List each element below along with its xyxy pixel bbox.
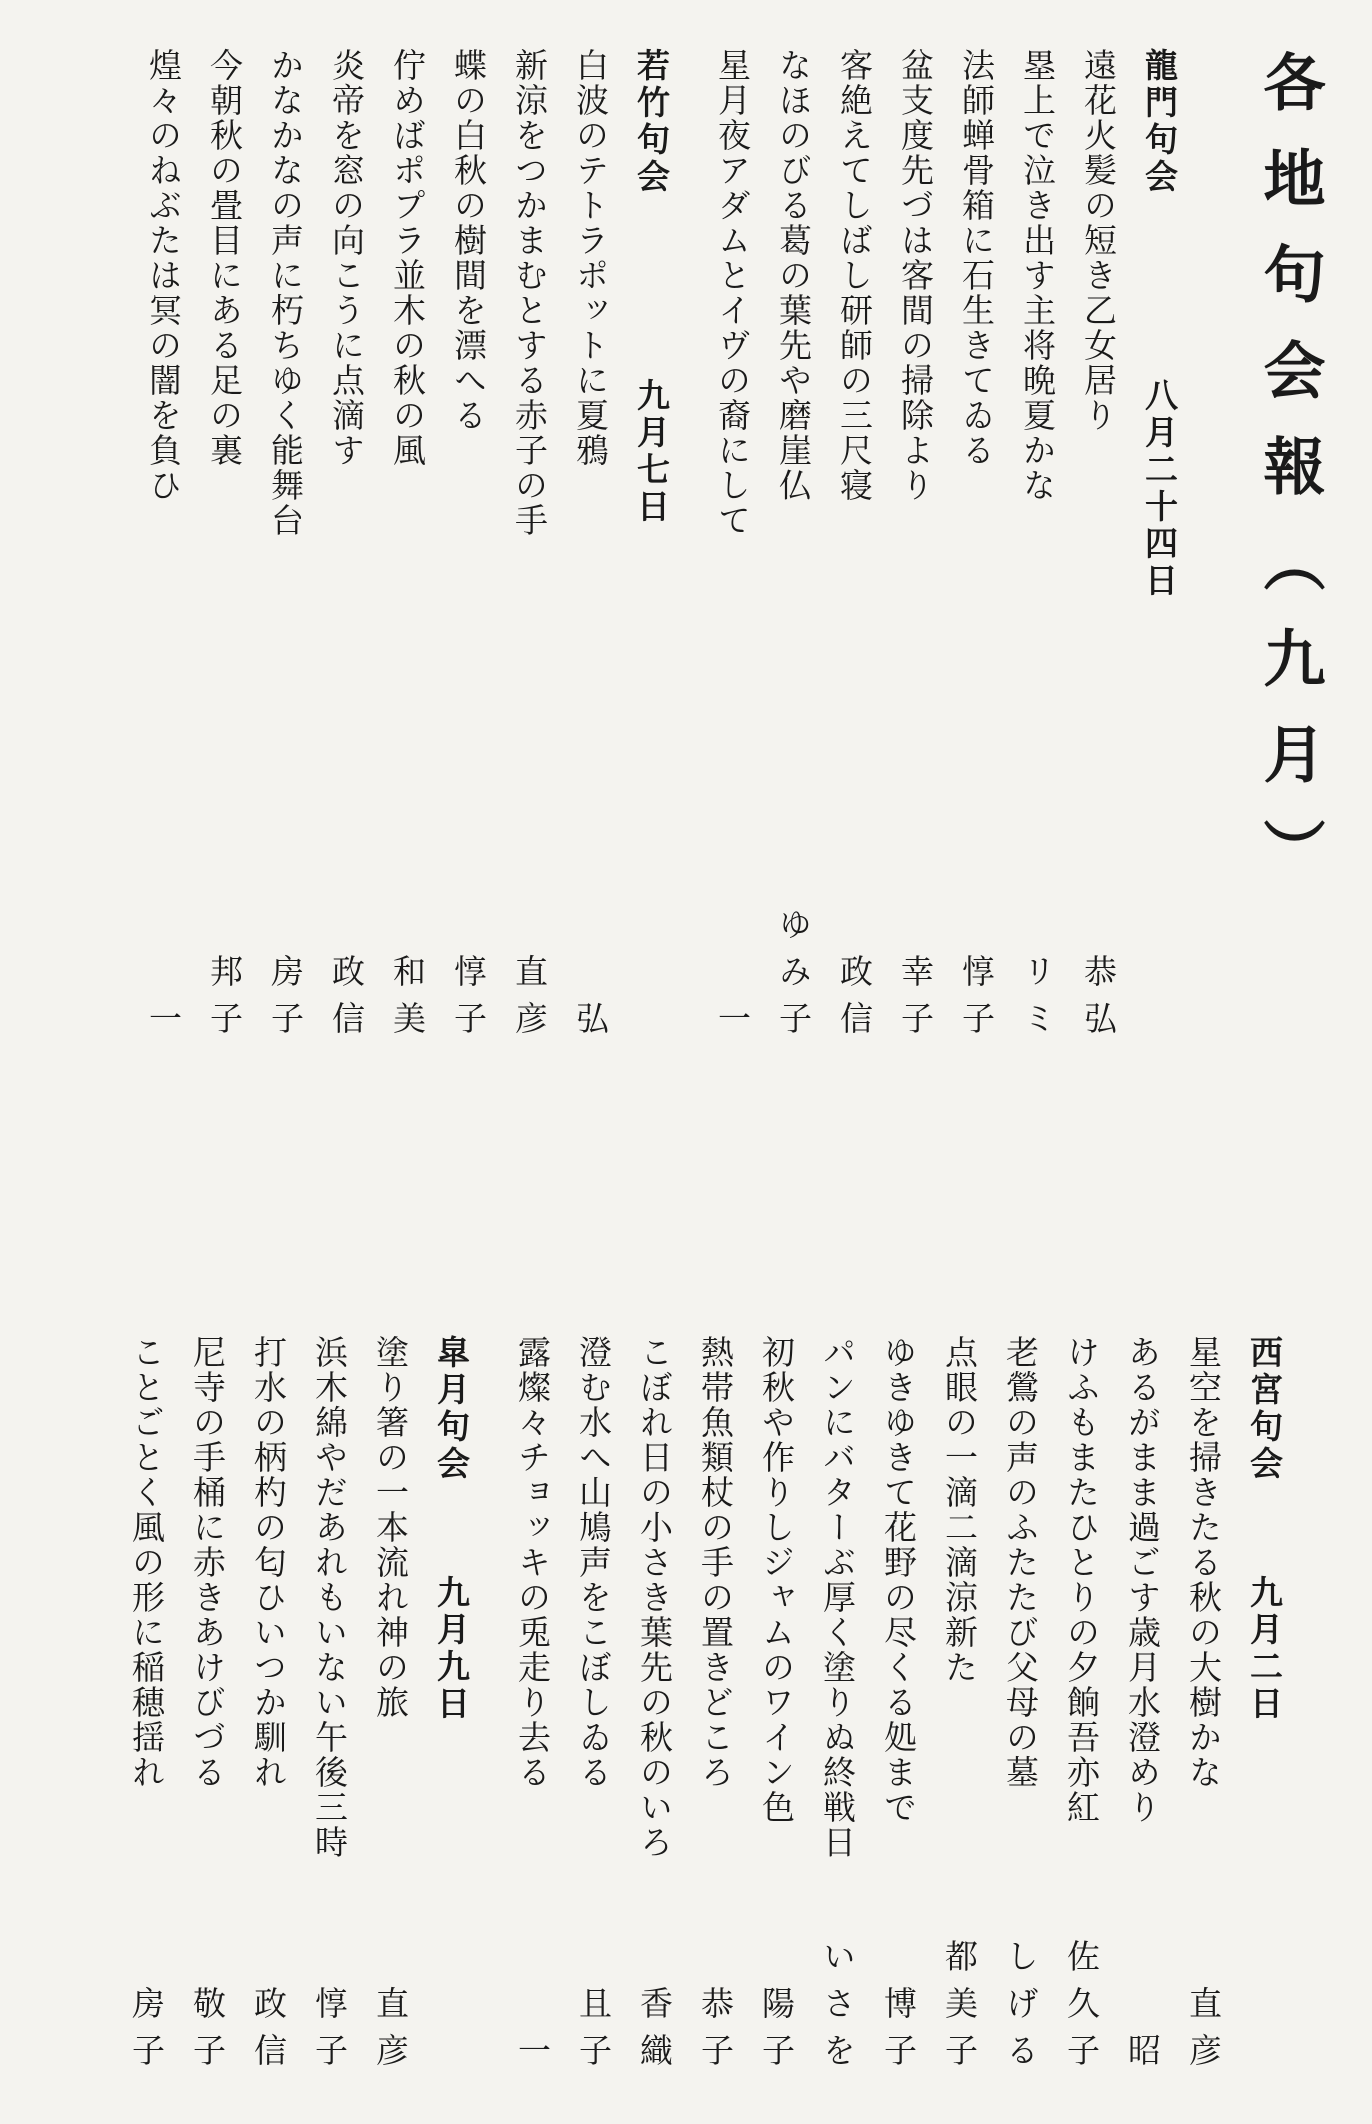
poem-author: 弘 (571, 1001, 610, 1048)
poem-verse: 打水の柄杓の匂ひいつか馴れ (249, 1335, 288, 1790)
poem-author: 直彦 (1184, 1986, 1223, 2080)
poem-verse: 法師蝉骨箱に石生きてゐる (957, 48, 996, 468)
poem-author: 一 (513, 2033, 552, 2080)
poem-verse: 浜木綿やだあれもいない午後三時 (310, 1335, 349, 1860)
group-spacer (679, 48, 699, 1048)
page-title: 各地句会報（九月） (1253, 50, 1326, 914)
poem-entry (871, 1335, 926, 2080)
poem-author: 恭子 (696, 1986, 735, 2080)
poem-verse: 初秋や作りしジャムのワイン色 (757, 1335, 796, 1825)
group-spacer (479, 1335, 499, 2080)
poem-verse: 佇めばポプラ並木の秋の風 (388, 48, 427, 468)
poem-author: ゆみ子 (774, 907, 813, 1048)
poem-verse: かなかなの声に朽ちゆく能舞台 (266, 48, 305, 538)
poem-entry (197, 48, 252, 1048)
poem-author: 恭弘 (1079, 954, 1118, 1048)
poem-author: 房子 (127, 1986, 166, 2080)
poem-entry (705, 48, 760, 1048)
poem-author: 和美 (388, 954, 427, 1048)
poem-verse: 蝶の白秋の樹間を漂へる (449, 48, 488, 433)
poem-verse: あるがまま過ごす歳月水澄めり (1123, 1335, 1162, 1825)
poem-verse: パンにバターぶ厚く塗りぬ終戦日 (818, 1335, 857, 1860)
poem-verse: 盆支度先づは客間の掃除より (896, 48, 935, 503)
poem-author: 敬子 (188, 1986, 227, 2080)
top-block (130, 48, 1187, 1048)
group-date: 九月七日 (632, 378, 671, 526)
poem-author: 惇子 (310, 1986, 349, 2080)
group-header (1237, 1335, 1292, 2080)
group-date: 九月二日 (1245, 1575, 1284, 1723)
poem-entry (766, 48, 821, 1048)
poem-entry (688, 1335, 743, 2080)
poem-entry (888, 48, 943, 1048)
poem-entry (932, 1335, 987, 2080)
poem-entry (119, 1335, 174, 2080)
poem-verse: 塗り箸の一本流れ神の旅 (371, 1335, 410, 1720)
poem-entry (363, 1335, 418, 2080)
poem-author: 政信 (249, 1986, 288, 2080)
poem-entry (241, 1335, 296, 2080)
poem-author: 政信 (327, 954, 366, 1048)
poem-verse: ゆきゆきて花野の尽くる処まで (879, 1335, 918, 1825)
group-name: 若竹句会 (632, 48, 671, 196)
group-header (624, 48, 679, 1048)
poem-entry (810, 1335, 865, 2080)
poem-verse: 尼寺の手桶に赤きあけびづる (188, 1335, 227, 1790)
poem-author: いさを (818, 1939, 857, 2080)
poem-author: 政信 (835, 954, 874, 1048)
group-name: 西宮句会 (1245, 1335, 1284, 1483)
poem-entry (1115, 1335, 1170, 2080)
poem-verse: 白波のテトラポットに夏鴉 (571, 48, 610, 468)
poem-author: 且子 (574, 1986, 613, 2080)
poem-entry (180, 1335, 235, 2080)
poem-entry (502, 48, 557, 1048)
poem-entry (136, 48, 191, 1048)
group-header (1132, 48, 1187, 1048)
poem-verse: 新涼をつかまむとする赤子の手 (510, 48, 549, 538)
poem-verse: 澄む水へ山鳩声をこぼしゐる (574, 1335, 613, 1790)
poem-author: 房子 (266, 954, 305, 1048)
poem-entry (302, 1335, 357, 2080)
poem-verse: こぼれ日の小さき葉先の秋のいろ (635, 1335, 674, 1860)
poem-entry (380, 48, 435, 1048)
poem-author: 昭 (1123, 2033, 1162, 2080)
poem-verse: 点眼の一滴二滴涼新た (940, 1335, 979, 1685)
poem-author: 惇子 (449, 954, 488, 1048)
poem-author: 博子 (879, 1986, 918, 2080)
poem-author: 一 (144, 1001, 183, 1048)
poem-author: リミ (1018, 954, 1057, 1048)
poem-author: 一 (713, 1001, 752, 1048)
poem-verse: 星月夜アダムとイヴの裔にして (713, 48, 752, 538)
poem-entry (627, 1335, 682, 2080)
poem-verse: ことごとく風の形に稲穂揺れ (127, 1335, 166, 1790)
poem-verse: なほのびる葛の葉先や磨崖仏 (774, 48, 813, 503)
group-date: 八月二十四日 (1140, 378, 1179, 600)
group-header (424, 1335, 479, 2080)
group-name: 龍門句会 (1140, 48, 1179, 196)
poem-verse: 老鶯の声のふたたび父母の墓 (1001, 1335, 1040, 1790)
poem-entry (1176, 1335, 1231, 2080)
poem-author: 都美子 (940, 1939, 979, 2080)
poem-verse: 塁上で泣き出す主将晩夏かな (1018, 48, 1057, 503)
poem-verse: 星空を掃きたる秋の大樹かな (1184, 1335, 1223, 1790)
poem-entry (441, 48, 496, 1048)
poem-verse: 今朝秋の畳目にある足の裏 (205, 48, 244, 468)
poem-entry (749, 1335, 804, 2080)
poem-author: 邦子 (205, 954, 244, 1048)
poem-author: しげる (1001, 1939, 1040, 2080)
group-name: 皐月句会 (432, 1335, 471, 1483)
group-date: 九月九日 (432, 1575, 471, 1723)
poem-author: 直彦 (510, 954, 549, 1048)
poem-verse: 客絶えてしばし研師の三尺寝 (835, 48, 874, 503)
bottom-block (113, 1335, 1292, 2080)
poem-entry (319, 48, 374, 1048)
poem-author: 惇子 (957, 954, 996, 1048)
poem-entry (1071, 48, 1126, 1048)
poem-entry (1010, 48, 1065, 1048)
poem-entry (1054, 1335, 1109, 2080)
poem-verse: 露燦々チョッキの兎走り去る (513, 1335, 552, 1790)
poem-entry (505, 1335, 560, 2080)
poem-verse: 炎帝を窓の向こうに点滴す (327, 48, 366, 468)
poem-author: 直彦 (371, 1986, 410, 2080)
poem-entry (993, 1335, 1048, 2080)
poem-author: 陽子 (757, 1986, 796, 2080)
poem-entry (566, 1335, 621, 2080)
poem-entry (827, 48, 882, 1048)
poem-verse: けふもまたひとりの夕餉吾亦紅 (1062, 1335, 1101, 1825)
poem-entry (258, 48, 313, 1048)
poem-author: 香織 (635, 1986, 674, 2080)
poem-author: 幸子 (896, 954, 935, 1048)
poem-verse: 熱帯魚類杖の手の置きどころ (696, 1335, 735, 1790)
poem-author: 佐久子 (1062, 1939, 1101, 2080)
poem-entry (949, 48, 1004, 1048)
poem-verse: 遠花火髪の短き乙女居り (1079, 48, 1118, 433)
poem-entry (563, 48, 618, 1048)
poem-verse: 煌々のねぶたは冥の闇を負ひ (144, 48, 183, 503)
